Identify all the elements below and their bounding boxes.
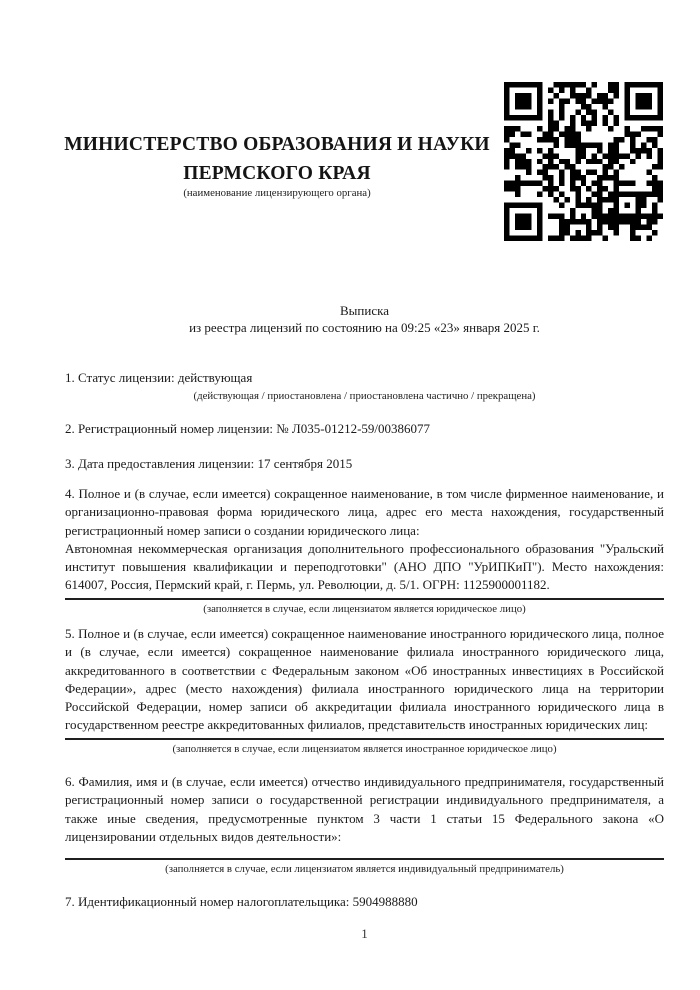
legal-entity-answer: Автономная некоммерческая организация дополнительного профессионального образования "Уральский институт повышения квалификации и переподготовки" (АНО ДПО "УрИПКиП"). Место нахождения: 614007, Россия, Пермский край, г. Пермь, ул. Революции, д. 5/1. ОГРН: 1125900001182. <box>65 540 664 593</box>
field-license-grant-date <box>65 455 664 473</box>
license-status-note: (действующая / приостановлена / приостановлена частично / прекращена) <box>193 390 536 403</box>
grant-date-value: 17 сентября 2015 <box>257 456 353 471</box>
qr-code-icon <box>504 82 663 241</box>
field-license-status <box>65 369 664 403</box>
license-status-label: 1. Статус лицензии: <box>65 370 178 385</box>
legal-entity-underline <box>65 598 664 600</box>
ministry-name-line2: ПЕРМСКОГО КРАЯ <box>183 163 371 184</box>
foreign-entity-note: (заполняется в случае, если лицензиатом является иностранное юридическое лицо) <box>172 742 557 755</box>
registration-number-label: 2. Регистрационный номер лицензии: <box>65 421 277 436</box>
registration-number-value: № Л035-01212-59/00386077 <box>276 421 431 436</box>
entrepreneur-note: (заполняется в случае, если лицензиатом является индивидуальный предприниматель) <box>165 863 564 876</box>
page-number: 1 <box>361 926 368 941</box>
field-foreign-entity <box>65 625 664 756</box>
field-legal-entity <box>65 485 664 616</box>
license-status-line <box>65 369 664 387</box>
grant-date-label: 3. Дата предоставления лицензии: <box>65 456 258 471</box>
foreign-entity-underline <box>65 738 664 740</box>
legal-entity-note: (заполняется в случае, если лицензиатом является юридическое лицо) <box>203 602 526 615</box>
entrepreneur-question: 6. Фамилия, имя и (в случае, если имеется) отчество индивидуального предпринимателя, государственный регистрационный номер записи о государственной регистрации индивидуального предпринимателя, а также иные сведения, предусмотренные пунктом 3 части 1 статьи 15 Федерального закона «О лицензировании отдельных видов деятельности»: <box>65 774 664 844</box>
document-title-line1: Выписка <box>340 303 389 318</box>
entrepreneur-underline <box>65 858 664 860</box>
foreign-entity-question: 5. Полное и (в случае, если имеется) сокращенное наименование иностранного юридического лица, полное и (в случае, если имеется) сокращенное наименование филиала иностранного юридического лица, аккредитованного в соответствии с Федеральным законом «Об иностранных инвестициях в Российской Федерации», адрес (место нахождения) филиала иностранного юридического лица на территории Российской Федерации, номер записи об аккредитации филиала иностранного юридического лица в государственном реестре аккредитованных филиалов, представительств иностранных юридических лиц: <box>65 626 664 733</box>
field-registration-number <box>65 420 664 438</box>
legal-entity-question: 4. Полное и (в случае, если имеется) сокращенное наименование, в том числе фирменное наименование, и организационно-правовая форма юридического лица, адрес его места нахождения, государственный регистрационный номер записи о создании юридического лица: <box>65 486 664 538</box>
document-title-line2: из реестра лицензий по состоянию на 09:25 «23» января 2025 г. <box>189 320 540 335</box>
licensing-authority-caption: (наименование лицензирующего органа) <box>183 187 371 199</box>
document-title <box>65 302 664 336</box>
taxpayer-number-label: 7. Идентификационный номер налогоплательщика: <box>65 894 353 909</box>
licensing-authority-block <box>64 130 490 200</box>
license-status-value: действующая <box>177 370 253 385</box>
field-individual-entrepreneur <box>65 773 664 876</box>
taxpayer-number-value: 5904988880 <box>352 894 418 909</box>
ministry-name-line1: МИНИСТЕРСТВО ОБРАЗОВАНИЯ И НАУКИ <box>64 134 490 155</box>
field-taxpayer-number <box>65 893 664 911</box>
